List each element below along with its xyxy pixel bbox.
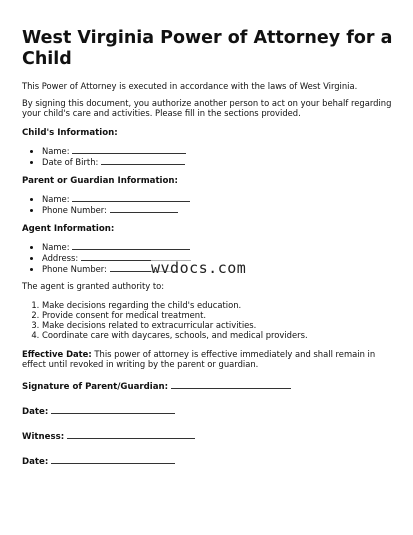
child-dob-blank[interactable] [101,156,185,165]
child-name-field: • Name: [42,145,394,156]
authority-intro: The agent is granted authority to: [22,281,165,291]
parent-signature-row: Signature of Parent/Guardian: [22,380,394,392]
parent-fields-list [22,193,394,215]
child-section-heading: Child's Information: [22,128,118,138]
agent-section-heading: Agent Information: [22,224,115,234]
witness-signature-line[interactable] [67,430,195,439]
agent-name-field: • Name: [42,241,394,252]
agent-phone-field: • Phone Number: [42,263,394,274]
parent-phone-field: • Phone Number: [42,204,394,215]
agent-address-field: • Address: [42,252,394,263]
child-fields-list [22,145,394,167]
date-row-2: Date: [22,455,394,467]
effective-date-paragraph [22,349,394,369]
authority-item: 2. Provide consent for medical treatment. [42,310,394,320]
agent-name-blank[interactable] [72,241,190,250]
intro-paragraph: This Power of Attorney is executed in accordance with the laws of West Virginia. [22,81,358,91]
parent-section-heading: Parent or Guardian Information: [22,176,178,186]
effective-date-label: Effective Date: [22,349,92,359]
child-dob-field: • Date of Birth: [42,156,394,167]
document-title: West Virginia Power of Attorney for a Child [22,28,393,69]
watermark-text: wvdocs.com [151,259,247,277]
authority-item: 1. Make decisions regarding the child's education. [42,300,394,310]
effective-date-text: This power of attorney is effective immediately and shall remain in effect until revoked in writing by the parent or guardian. [22,349,376,369]
authority-item: 4. Coordinate care with daycares, schools, and medical providers. [42,330,394,340]
date-line-2[interactable] [51,455,175,464]
parent-name-field: • Name: [42,193,394,204]
witness-row: Witness: [22,430,394,442]
authority-item: 3. Make decisions related to extracurricular activities. [42,320,394,330]
authorization-paragraph: By signing this document, you authorize another person to act on your behalf regarding your child's care and activities. Please fill in the sections provided. [22,98,392,118]
parent-name-blank[interactable] [72,193,190,202]
authorities-list [22,300,394,340]
date-line-1[interactable] [51,405,175,414]
child-name-blank[interactable] [72,145,186,154]
parent-phone-blank[interactable] [110,204,178,213]
document-page [22,28,394,476]
date-row-1: Date: [22,405,394,417]
parent-signature-line[interactable] [171,380,291,389]
